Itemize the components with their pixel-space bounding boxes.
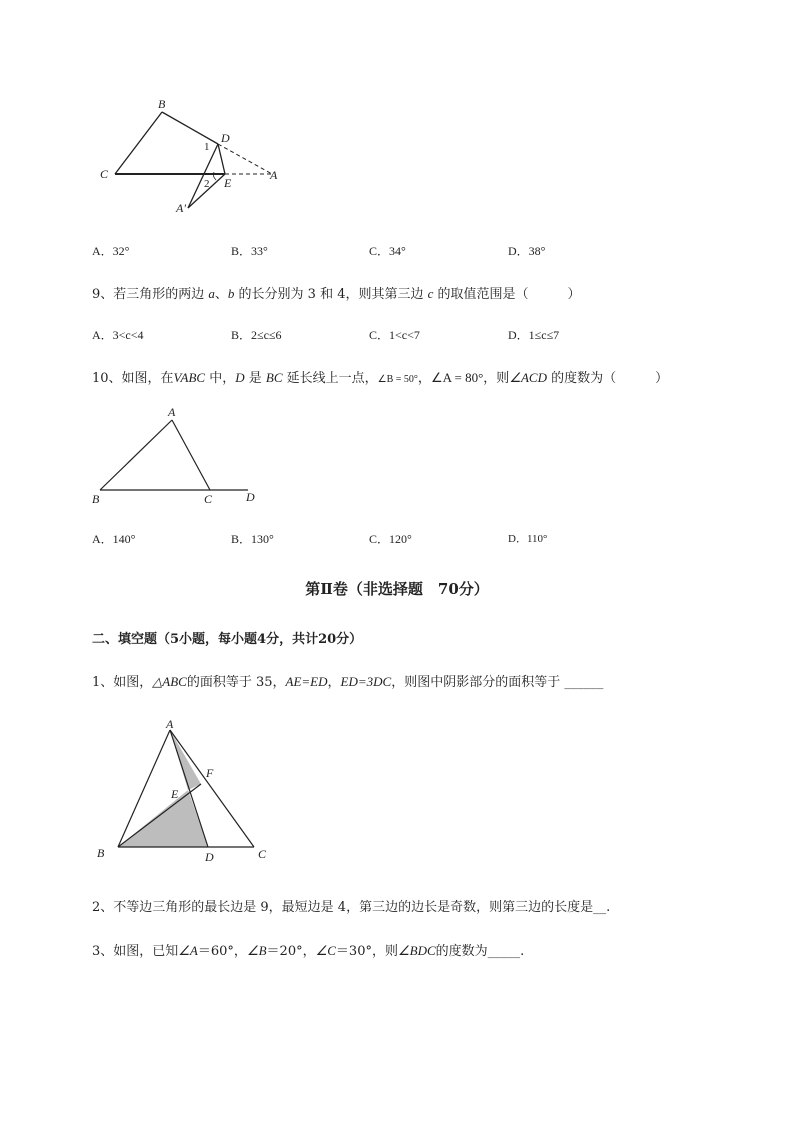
q10-mid2: 是 (244, 371, 266, 386)
q9-var-c: c (427, 286, 434, 301)
segment-ab (100, 420, 172, 490)
q10-num: 10、如图，在 (92, 371, 174, 386)
q10-angle-a: ∠A = 80° (430, 370, 484, 385)
fill-in-section-title: 二、填空题（5小题，每小题4分，共计20分） (92, 632, 363, 647)
q9-option-d[interactable]: D．1≤c≤7 (508, 328, 560, 342)
segment-ac (172, 420, 210, 490)
q10-rest: 的度数为（ ） (546, 371, 669, 386)
label-e: E (224, 176, 232, 190)
q10-mid3: 延长线上一点， (282, 371, 378, 386)
q10-option-b[interactable]: B．130° (231, 532, 274, 546)
fill-q2-text: 2、不等边三角形的最长边是 9，最短边是 4，第三边的边长是奇数，则第三边的长度是__. (92, 900, 611, 915)
segment-de (218, 144, 225, 174)
segment-cb (115, 112, 162, 174)
fill-q3-num: 3、如图，已知 (92, 944, 179, 959)
label-b: B (92, 492, 100, 506)
fill-q3-rest: 的度数为_____. (435, 944, 525, 959)
shaded-region-afe (170, 730, 201, 790)
q9-rest2: 的取值范围是（ ） (433, 287, 581, 302)
segment-bd (162, 112, 218, 144)
fill-q1-mid2: ， (327, 675, 341, 690)
q8-option-d[interactable]: D．38° (508, 244, 546, 258)
q8-option-b[interactable]: B．33° (231, 244, 268, 258)
label-angle-1: 1 (204, 141, 210, 153)
fill-q3-text (92, 940, 524, 959)
label-a: A (270, 168, 278, 182)
label-a: A (168, 405, 176, 419)
fill-q1-text (92, 671, 603, 690)
q10-mid5: ，则 (483, 371, 510, 386)
q9-option-a[interactable]: A．3<c<4 (92, 328, 144, 342)
q9-var-a: a (208, 286, 215, 301)
fill-q1-rest: ，则图中阴影部分的面积等于 ______ (391, 675, 604, 690)
label-angle-2: 2 (204, 178, 210, 190)
fill-q1-triangle: △ABC (152, 674, 187, 689)
q9-rest1: 的长分别为 3 和 4，则其第三边 (234, 287, 428, 302)
label-a: A (166, 718, 174, 731)
q8-option-a[interactable]: A．32° (92, 244, 130, 258)
q10-option-c[interactable]: C．120° (369, 532, 412, 546)
label-c: C (100, 167, 109, 181)
fill-q3-value-b: ＝20°， (266, 944, 316, 959)
section-2-title: 第Ⅱ卷（非选择题 70分） (305, 580, 489, 598)
label-a-prime: A' (176, 201, 186, 215)
label-f: F (206, 766, 214, 780)
q10-text (92, 367, 668, 386)
q9-num: 9、若三角形的两边 (92, 287, 209, 302)
q9-var-b: b (227, 286, 235, 301)
fill-q3-angle-bdc: ∠BDC (397, 943, 436, 958)
figure-q8 (90, 90, 310, 220)
label-b: B (158, 97, 166, 111)
q10-angle-b: ∠B = 50° (377, 374, 418, 385)
q9-sep: 、 (214, 287, 228, 302)
fill-q1-mid1: 的面积等于 35， (186, 675, 286, 690)
fill-q3-angle-a: ∠A (178, 943, 198, 958)
shaded-region-bde (118, 790, 208, 847)
figure-q10 (88, 402, 268, 510)
label-c: C (258, 847, 267, 861)
label-d: D (221, 131, 230, 145)
q10-option-d[interactable]: D．110° (508, 533, 548, 545)
fill-q3-angle-b: ∠B (246, 943, 267, 958)
q10-segment-bc: BC (265, 370, 283, 385)
label-c: C (204, 492, 213, 506)
q10-mid1: 中， (205, 371, 236, 386)
fill-q3-value-c: ＝30°，则 (335, 944, 398, 959)
q9-text (92, 283, 581, 302)
fill-q1-num: 1、如图， (92, 675, 153, 690)
q10-triangle: VABC (173, 370, 206, 385)
label-b: B (97, 846, 105, 860)
q10-mid4: ， (417, 371, 431, 386)
label-e: E (171, 787, 179, 801)
fill-q1-eq2: ED=3DC (340, 674, 392, 689)
label-d: D (246, 490, 255, 504)
q10-option-a[interactable]: A．140° (92, 532, 136, 546)
q8-option-c[interactable]: C．34° (369, 244, 406, 258)
label-d: D (205, 850, 214, 864)
fill-q1-eq1: AE=ED (285, 674, 328, 689)
q9-option-c[interactable]: C．1<c<7 (369, 328, 420, 342)
segment-da-dashed (218, 144, 272, 174)
q9-option-b[interactable]: B．2≤c≤6 (231, 328, 282, 342)
figure-fill-q1 (88, 718, 288, 868)
fill-q3-value-a: ＝60°， (197, 944, 247, 959)
q10-angle-acd: ∠ACD (509, 370, 547, 385)
fill-q3-angle-c: ∠C (315, 943, 336, 958)
q10-point-d: D (235, 370, 245, 385)
